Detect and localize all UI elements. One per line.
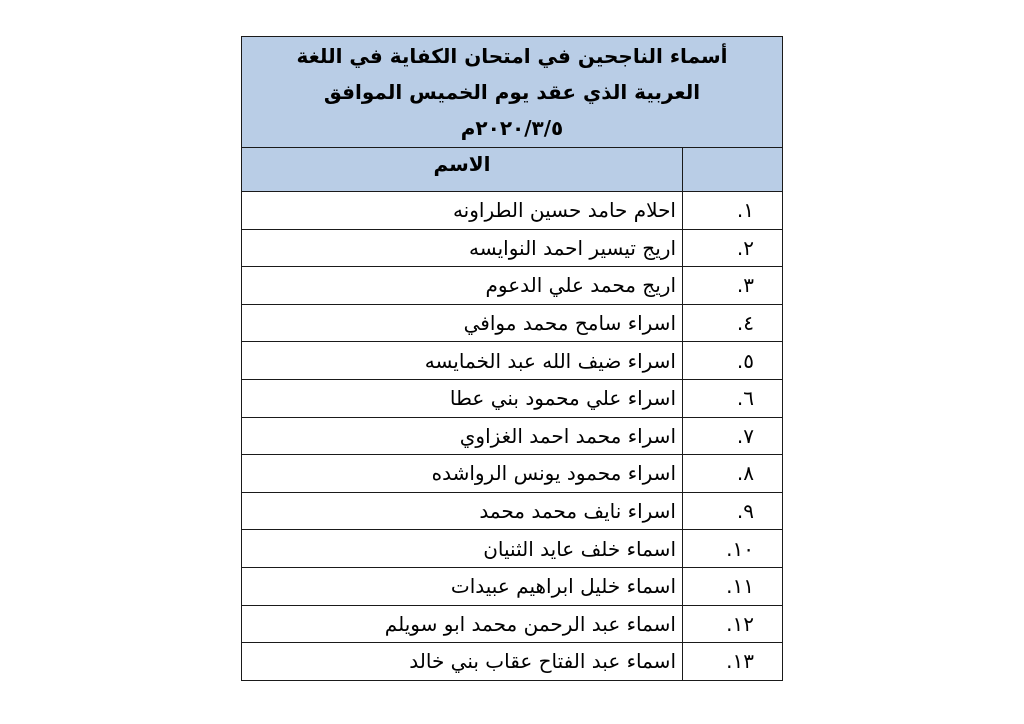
table-row (242, 304, 783, 342)
table-row (242, 229, 783, 267)
title-row (242, 37, 783, 148)
table-row (242, 192, 783, 230)
results-table (241, 36, 783, 681)
row-number: ١٠. (683, 530, 783, 568)
row-number: ١٣. (683, 643, 783, 681)
table-row (242, 455, 783, 493)
table-row (242, 605, 783, 643)
row-number: ٢. (683, 229, 783, 267)
column-header-row (242, 148, 783, 192)
student-name: اسراء سامح محمد موافي (242, 304, 683, 342)
row-number: ١١. (683, 567, 783, 605)
row-number: ٥. (683, 342, 783, 380)
row-number: ٤. (683, 304, 783, 342)
column-header-name: الاسم (242, 148, 683, 192)
table-row (242, 492, 783, 530)
table-row (242, 379, 783, 417)
row-number: ٧. (683, 417, 783, 455)
student-name: اسراء محمود يونس الرواشده (242, 455, 683, 493)
title-line-1: أسماء الناجحين في امتحان الكفاية في اللغة (296, 44, 728, 68)
row-number: ١٢. (683, 605, 783, 643)
student-name: اسماء خليل ابراهيم عبيدات (242, 567, 683, 605)
student-name: اسماء عبد الفتاح عقاب بني خالد (242, 643, 683, 681)
student-name: اريج تيسير احمد النوايسه (242, 229, 683, 267)
table-row (242, 567, 783, 605)
table-row (242, 643, 783, 681)
row-number: ٩. (683, 492, 783, 530)
row-number: ٦. (683, 379, 783, 417)
title-line-2: العربية الذي عقد يوم الخميس الموافق (323, 80, 701, 104)
student-name: اسراء محمد احمد الغزاوي (242, 417, 683, 455)
table-title (242, 37, 783, 148)
table-row (242, 417, 783, 455)
student-name: اسراء علي محمود بني عطا (242, 379, 683, 417)
table-row (242, 342, 783, 380)
row-number: ١. (683, 192, 783, 230)
row-number: ٣. (683, 267, 783, 305)
table-body (242, 192, 783, 681)
student-name: اسراء نايف محمد محمد (242, 492, 683, 530)
student-name: احلام حامد حسين الطراونه (242, 192, 683, 230)
table-row (242, 530, 783, 568)
student-name: اسماء خلف عايد الثنيان (242, 530, 683, 568)
table-row (242, 267, 783, 305)
student-name: اسراء ضيف الله عبد الخمايسه (242, 342, 683, 380)
title-line-3: ٢٠٢٠/٣/٥م (460, 116, 564, 140)
student-name: اريج محمد علي الدعوم (242, 267, 683, 305)
column-header-number (683, 148, 783, 192)
row-number: ٨. (683, 455, 783, 493)
student-name: اسماء عبد الرحمن محمد ابو سويلم (242, 605, 683, 643)
